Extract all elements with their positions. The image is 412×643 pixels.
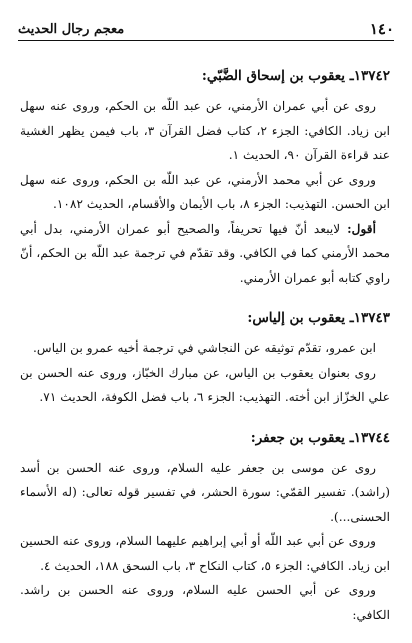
page-number: ١٤٠ xyxy=(369,20,394,38)
entry-paragraph: روى عن أبي عمران الأرمني، عن عبد اللّه بن الحكم، وروى عنه سهل ابن زياد. الكافي: الجزء ٢، كتاب فضل القرآن ٣، باب فيمن يظهر الغشية عند قراءة القرآن ٩٠، الحديث ١. xyxy=(20,99,391,162)
entry-paragraph: روى بعنوان يعقوب بن الياس، عن مبارك الخبّاز، وروى عنه الحسن بن علي الخزّاز ابن أخته. التهذيب: الجزء ٦، باب فضل الكوفة، الحديث ٧١. xyxy=(20,365,390,404)
entry-paragraph: وروى عن أبي محمد الأرمني، عن عبد اللّه بن الحكم، وروى عنه سهل ابن الحسن. التهذيب: الجزء ٨، باب الأيمان والأقسام، الحديث ١٠٨٢. xyxy=(20,172,390,211)
entry-13743 xyxy=(20,306,390,410)
entry-paragraph: وروى عن أبي عبد اللّه أو أبي إبراهيم عليهما السلام، وروى عنه الحسين ابن زياد. الكافي: الجزء ٥، كتاب النكاح ٣، باب السحق ١٨٨، الحديث ٤. xyxy=(20,534,390,573)
entry-heading: ١٣٧٤٤ـ يعقوب بن جعفر: xyxy=(250,429,390,446)
entry-heading: ١٣٧٤٣ـ يعقوب بن إلياس: xyxy=(247,310,390,326)
entry-note xyxy=(20,217,390,291)
note-lead: أقول: xyxy=(347,221,376,236)
entry-paragraph: وروى عن أبي الحسن عليه السلام، وروى عنه الحسن بن راشد. الكافي: xyxy=(20,583,390,622)
note-text: لايبعد أنّ فيها تحريفاً، والصحيح أبو عمران الأرمني، بدل أبي محمد الأرمني كما في الكافي. وقد تقدّم في ترجمة عبد اللّه بن الحكم، أنّ راوي كتابه أبو عمران الأرمني. xyxy=(20,221,390,285)
page-content xyxy=(20,64,390,643)
entry-paragraph: روى عن موسى بن جعفر عليه السلام، وروى عنه الحسن بن أسد (راشد). تفسير القمّي: سورة الحشر، في تفسير قوله تعالى: (له الأسماء الحسنى...). xyxy=(20,460,390,524)
entry-paragraph: ابن عمرو، تقدّم توثيقه عن النجاشي في ترجمة أخيه عمرو بن الياس. xyxy=(33,341,376,355)
page-header xyxy=(18,12,394,41)
entry-13742 xyxy=(20,64,390,290)
entry-13744 xyxy=(20,426,390,628)
entry-heading: ١٣٧٤٢ـ يعقوب بن إسحاق الضَّبّي: xyxy=(201,68,390,84)
running-title: معجم رجال الحديث xyxy=(18,22,125,37)
